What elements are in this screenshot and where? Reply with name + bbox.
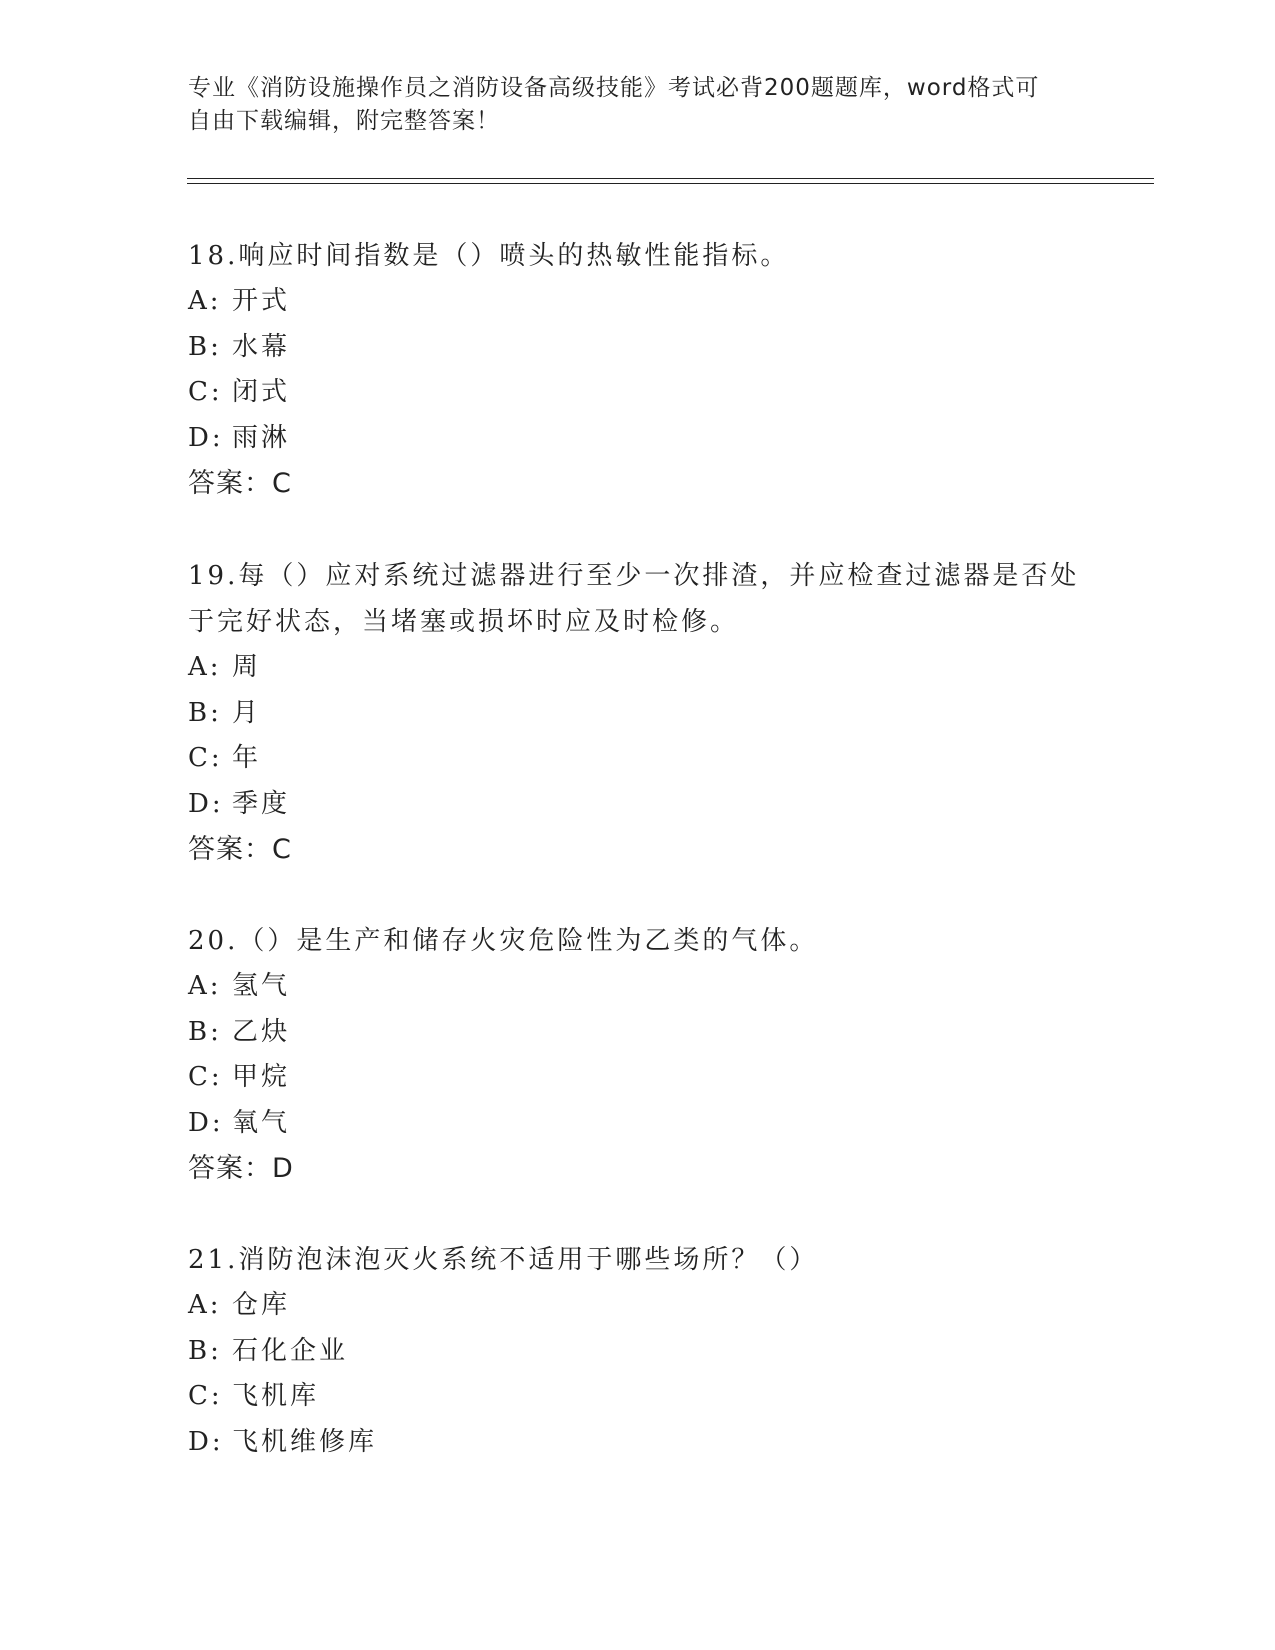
- option-text: 季度: [232, 788, 291, 819]
- option-text: 甲烷: [232, 1062, 291, 1092]
- question-text: 18.响应时间指数是（）喷头的热敏性能指标。: [188, 241, 790, 271]
- question-text-line-2: 于完好状态，当堵塞或损坏时应及时检修。: [188, 607, 740, 637]
- question-text: 20.（）是生产和储存火灾危险性为乙类的气体。: [188, 926, 819, 956]
- option-key: B:: [188, 697, 222, 728]
- option-c: [188, 1374, 1088, 1420]
- option-key: B:: [188, 331, 222, 362]
- option-key: B:: [188, 1335, 222, 1366]
- header-divider-bottom: [187, 183, 1154, 184]
- option-d: [188, 782, 1088, 828]
- option-text: 水幕: [232, 331, 291, 362]
- option-text: 仓库: [232, 1290, 291, 1320]
- option-key: D:: [188, 788, 224, 819]
- option-key: C:: [188, 1381, 223, 1411]
- option-a: [188, 1283, 1088, 1329]
- option-c: [188, 370, 1088, 416]
- option-text: 年: [232, 743, 262, 773]
- option-b: [188, 691, 1088, 737]
- option-key: D:: [188, 1426, 224, 1457]
- header-divider-top: [187, 178, 1154, 179]
- question-21: [188, 1237, 1088, 1465]
- option-key: D:: [188, 422, 224, 453]
- option-c: [188, 1055, 1088, 1101]
- option-key: A:: [188, 971, 222, 1001]
- question-text-line-1: 19.每（）应对系统过滤器进行至少一次排渣，并应检查过滤器是否处: [188, 561, 1080, 591]
- option-key: B:: [188, 1016, 222, 1047]
- option-text: 月: [232, 697, 262, 728]
- option-d: [188, 416, 1088, 462]
- option-text: 飞机库: [232, 1381, 320, 1411]
- question-18: [188, 233, 1088, 507]
- option-key: A:: [188, 286, 222, 316]
- option-key: C:: [188, 743, 223, 773]
- question-20: [188, 918, 1088, 1192]
- header-line-2: 自由下载编辑，附完整答案！: [188, 108, 500, 134]
- option-d: [188, 1101, 1088, 1147]
- option-d: [188, 1420, 1088, 1466]
- option-key: C:: [188, 1062, 223, 1092]
- option-key: A:: [188, 1290, 222, 1320]
- option-a: [188, 279, 1088, 325]
- option-key: D:: [188, 1107, 224, 1138]
- option-b: [188, 1010, 1088, 1056]
- option-key: C:: [188, 377, 223, 407]
- option-text: 氧气: [232, 1107, 291, 1138]
- document-header: [188, 72, 1068, 138]
- option-a: [188, 645, 1088, 691]
- option-text: 乙炔: [232, 1016, 291, 1047]
- option-a: [188, 964, 1088, 1010]
- option-text: 飞机维修库: [232, 1426, 378, 1457]
- option-b: [188, 1329, 1088, 1375]
- header-line-1: 专业《消防设施操作员之消防设备高级技能》考试必背200题题库，word格式可: [188, 75, 1040, 101]
- answer-line: 答案：D: [188, 1153, 294, 1184]
- option-text: 石化企业: [232, 1335, 349, 1366]
- answer-line: 答案：C: [188, 468, 292, 499]
- option-text: 周: [232, 652, 262, 682]
- question-text: 21.消防泡沫泡灭火系统不适用于哪些场所？（）: [188, 1245, 819, 1275]
- option-text: 开式: [232, 286, 291, 316]
- option-b: [188, 325, 1088, 371]
- option-text: 闭式: [232, 377, 291, 407]
- answer-line: 答案：C: [188, 834, 292, 865]
- option-c: [188, 736, 1088, 782]
- option-key: A:: [188, 652, 222, 682]
- option-text: 雨淋: [232, 422, 291, 453]
- question-19: [188, 553, 1088, 873]
- option-text: 氢气: [232, 971, 291, 1001]
